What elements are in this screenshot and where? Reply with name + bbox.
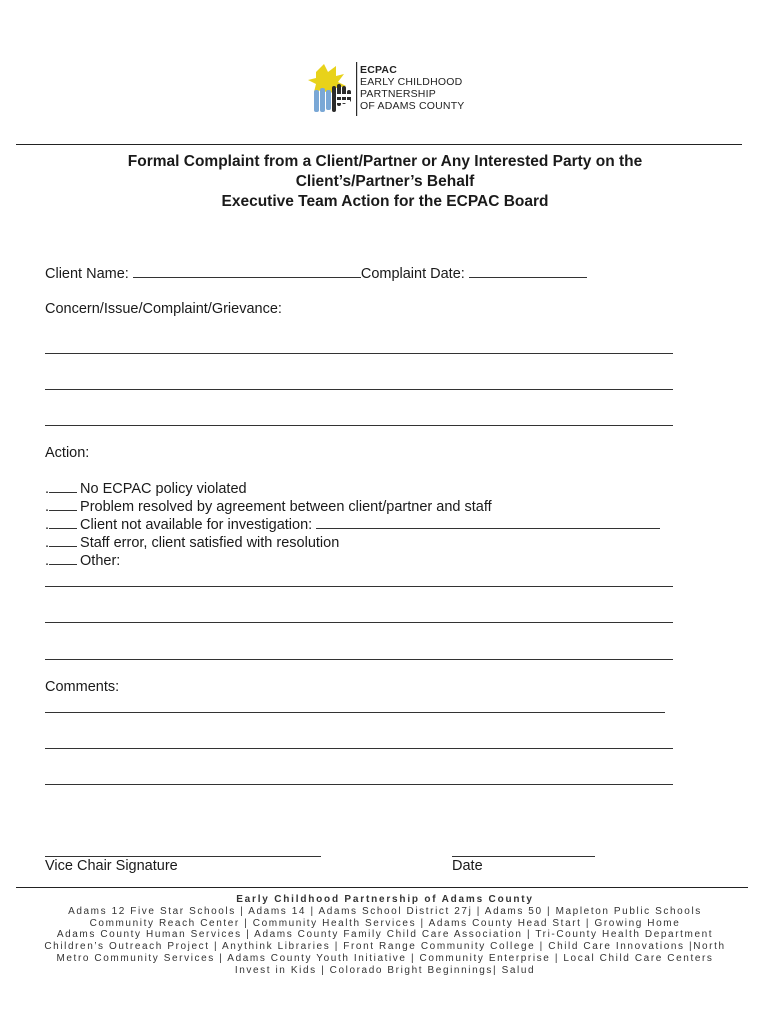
- option-bullet: .: [45, 499, 50, 515]
- footer-line-2: Community Reach Center | Community Health Services | Adams County Head Start | Growing Home: [89, 917, 681, 929]
- header-divider: [16, 144, 742, 145]
- comments-line-3[interactable]: [45, 784, 673, 785]
- title-line-3: Executive Team Action for the ECPAC Board: [221, 193, 549, 210]
- concern-label: Concern/Issue/Complaint/Grievance:: [45, 301, 282, 317]
- other-line-2[interactable]: [45, 622, 673, 623]
- footer-line-3: Adams County Human Services | Adams County Family Child Care Association | Tri-County Health Department: [56, 929, 714, 941]
- logo-line-partnership: PARTNERSHIP: [360, 88, 436, 100]
- logo-line-adams-county: OF ADAMS COUNTY: [360, 100, 465, 112]
- footer-heading: Early Childhood Partnership of Adams County: [236, 894, 534, 905]
- complaint-date-field[interactable]: [469, 265, 587, 278]
- ecpac-hands-logo-icon: [306, 60, 360, 118]
- vice-chair-signature-label: Vice Chair Signature: [45, 858, 178, 874]
- action-option-client-unavailable[interactable]: [45, 516, 660, 534]
- footer-divider: [16, 887, 748, 888]
- client-name-label: Client Name:: [45, 266, 133, 282]
- option-label: No ECPAC policy violated: [80, 481, 247, 497]
- option-bullet: .: [45, 481, 50, 497]
- concern-line-3[interactable]: [45, 425, 673, 426]
- action-label: Action:: [45, 445, 90, 461]
- title-line-2: Client’s/Partner’s Behalf: [295, 173, 475, 190]
- complaint-date-label: Complaint Date:: [360, 266, 469, 282]
- option-label: Problem resolved by agreement between client/partner and staff: [80, 499, 492, 515]
- client-name-field[interactable]: [133, 265, 361, 278]
- comments-line-1[interactable]: [45, 712, 665, 713]
- concern-line-1[interactable]: [45, 353, 673, 354]
- footer: [40, 894, 730, 977]
- option-bullet: .: [45, 535, 50, 551]
- date-label: Date: [452, 858, 483, 874]
- action-option-resolved[interactable]: [45, 498, 492, 516]
- comments-line-2[interactable]: [45, 748, 673, 749]
- footer-line-1: Adams 12 Five Star Schools | Adams 14 | Adams School District 27j | Adams 50 | Mapleton Public Schools: [68, 905, 702, 917]
- option-label: Staff error, client satisfied with resolution: [80, 535, 340, 551]
- action-option-no-violation[interactable]: [45, 480, 247, 498]
- option-blank[interactable]: [49, 516, 77, 529]
- investigation-field[interactable]: [316, 516, 660, 529]
- option-blank[interactable]: [49, 534, 77, 547]
- action-option-staff-error[interactable]: [45, 534, 339, 552]
- logo-text: [360, 64, 465, 112]
- date-signature-line[interactable]: [452, 856, 595, 857]
- logo-line-early-childhood: EARLY CHILDHOOD: [360, 76, 463, 88]
- option-label: Other:: [80, 553, 121, 569]
- title-line-1: Formal Complaint from a Client/Partner or Any Interested Party on the: [127, 153, 643, 170]
- option-bullet: .: [45, 517, 50, 533]
- form-title: [60, 152, 710, 212]
- footer-line-6: Invest in Kids | Colorado Bright Beginnings| Salud: [234, 964, 536, 976]
- action-option-other[interactable]: [45, 552, 120, 570]
- option-blank[interactable]: [49, 552, 77, 565]
- other-line-3[interactable]: [45, 659, 673, 660]
- option-label: Client not available for investigation:: [80, 517, 317, 533]
- vice-chair-signature-line[interactable]: [45, 856, 321, 857]
- option-blank[interactable]: [49, 498, 77, 511]
- concern-line-2[interactable]: [45, 389, 673, 390]
- client-name-row: [45, 265, 587, 282]
- option-blank[interactable]: [49, 480, 77, 493]
- footer-line-5: Metro Community Services | Adams County Youth Initiative | Community Enterprise | Local Child Care Centers: [56, 952, 714, 964]
- comments-label: Comments:: [45, 679, 120, 695]
- other-line-1[interactable]: [45, 586, 673, 587]
- footer-line-4: Children’s Outreach Project | Anythink Libraries | Front Range Community College | Child Care Innovations |North: [44, 941, 726, 953]
- logo-line-ecpac: ECPAC: [360, 64, 397, 76]
- option-bullet: .: [45, 553, 50, 569]
